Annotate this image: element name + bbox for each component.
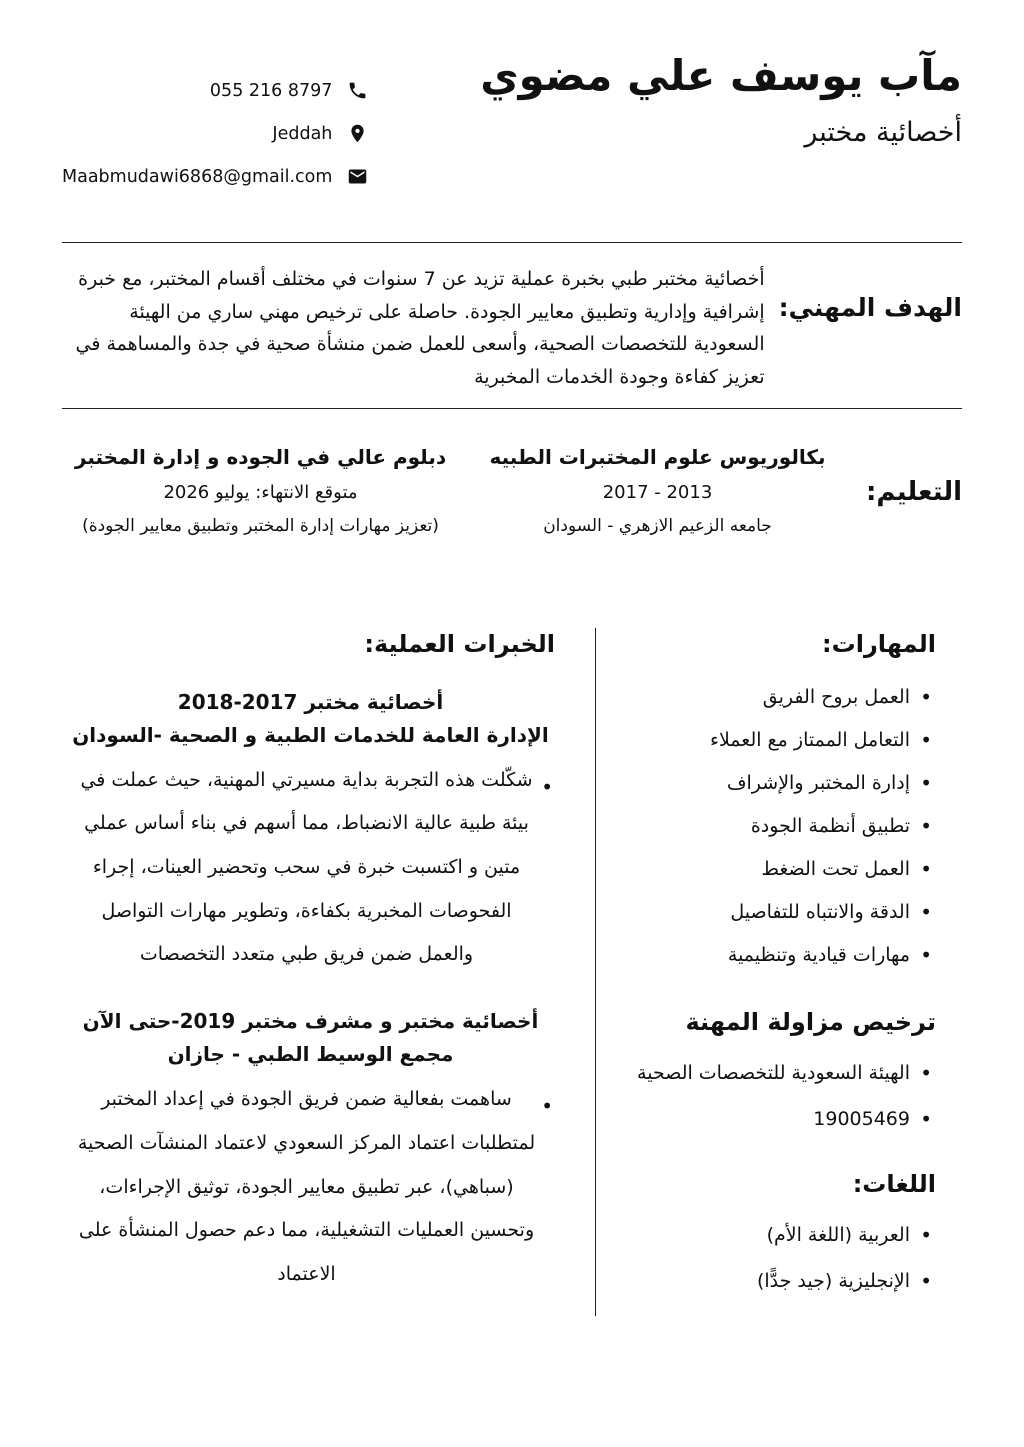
phone-number: 055 216 8797 [209,80,333,101]
languages-heading: اللغات: [852,1169,936,1198]
license-authority: • الهيئة السعودية للتخصصات الصحية [608,1062,936,1084]
skills-list [608,686,936,966]
job-entry [66,1009,555,1296]
section-divider-middle [62,408,962,409]
education-entry-bachelor [459,445,856,536]
contact-block [44,80,368,187]
contact-phone-row [210,80,368,101]
candidate-name: مآب يوسف علي مضوي [480,51,962,100]
job-title: أخصائية مختبر 2017-2018 [177,689,444,714]
skill-item: • التعامل الممتاز مع العملاء [608,729,936,751]
skill-item: • إدارة المختبر والإشراف [608,772,936,794]
degree-note: (تعزيز مهارات إدارة المختبر وتطبيق معايير الجودة) [82,515,439,536]
education-section [62,445,962,536]
contact-email-row [62,166,368,187]
license-number-value: 19005469 [813,1107,910,1130]
location-pin-icon [347,123,368,144]
section-divider-top [62,242,962,243]
license-heading: ترخيص مزاولة المهنة [685,1007,936,1036]
skill-item: • تطبيق أنظمة الجودة [608,815,936,837]
contact-location-row [272,123,368,144]
license-list [608,1062,936,1130]
objective-section [62,263,962,394]
education-entry-diploma [62,445,459,536]
languages-list [608,1224,936,1292]
header [62,50,962,202]
education-entries [62,445,856,536]
identity-block [480,50,962,148]
objective-heading: الهدف المهني: [778,293,962,322]
skill-item: • الدقة والانتباه للتفاصيل [608,901,936,923]
job-description: • شكّلت هذه التجربة بداية مسيرتي المهنية، حيث عملت في بيئة طبية عالية الانضباط، مما أسهم في بناء أساس عملي متين و اكتسبت خبرة في سحب وتحضير العينات، إجراء الفحوصات المخبرية بكفاءة، وتطوير مهارات التواصل والعمل ضمن فريق طبي متعدد التخصصات [72,759,541,977]
degree-name: بكالوريوس علوم المختبرات الطبيه [489,444,826,469]
education-heading: التعليم: [866,476,962,507]
skill-item: • مهارات قيادية وتنظيمية [608,944,936,966]
vertical-divider [595,628,596,1316]
degree-school: جامعه الزعيم الازهري - السودان [543,515,772,536]
job-entry [66,690,555,977]
experience-column [62,628,595,1316]
degree-name: دبلوم عالي في الجوده و إدارة المختبر [74,444,447,469]
city-name: Jeddah [272,123,333,144]
skill-item: • العمل تحت الضغط [608,858,936,880]
degree-dates: 2013 - 2017 [602,481,713,503]
degree-dates: متوقع الانتهاء: يوليو 2026 [163,481,358,503]
skills-heading: المهارات: [822,629,936,658]
job-employer: الإدارة العامة للخدمات الطبية و الصحية -السودان [72,722,549,747]
phone-icon [347,80,368,101]
objective-text: أخصائية مختبر طبي بخبرة عملية تزيد عن 7 سنوات في مختلف أقسام المختبر، مع خبرة إشرافية وإدارية وتطبيق معايير الجودة. حاصلة على ترخيص مهني ساري من الهيئة السعودية للتخصصات الصحية، وأسعى للعمل ضمن منشأة صحية في جدة والمساهمة في تعزيز كفاءة وجودة الخدمات المخبرية [75,268,765,389]
lower-columns [62,628,962,1316]
language-item: • الإنجليزية (جيد جدًّا) [608,1270,936,1292]
email-envelope-icon [347,166,368,187]
skills-column [596,628,962,1316]
skill-item: • العمل بروح الفريق [608,686,936,708]
job-employer: مجمع الوسيط الطبي - جازان [167,1042,454,1067]
license-number [608,1108,936,1130]
experience-heading: الخبرات العملية: [364,629,555,658]
candidate-job-title: أخصائية مختبر [804,116,962,148]
job-title: أخصائية مختبر و مشرف مختبر 2019-حتى الآن [82,1009,539,1034]
email-address: Maabmudawi6868@gmail.com [62,166,333,187]
job-description: • ساهمت بفعالية ضمن فريق الجودة في إعداد المختبر لمتطلبات اعتماد المركز السعودي لاعتماد المنشآت الصحية (سباهي)، عبر تطبيق معايير الجودة، توثيق الإجراءات، وتحسين العمليات التشغيلية، مما دعم حصول المنشأة على الاعتماد [72,1078,541,1296]
language-item: • العربية (اللغة الأم) [608,1224,936,1246]
